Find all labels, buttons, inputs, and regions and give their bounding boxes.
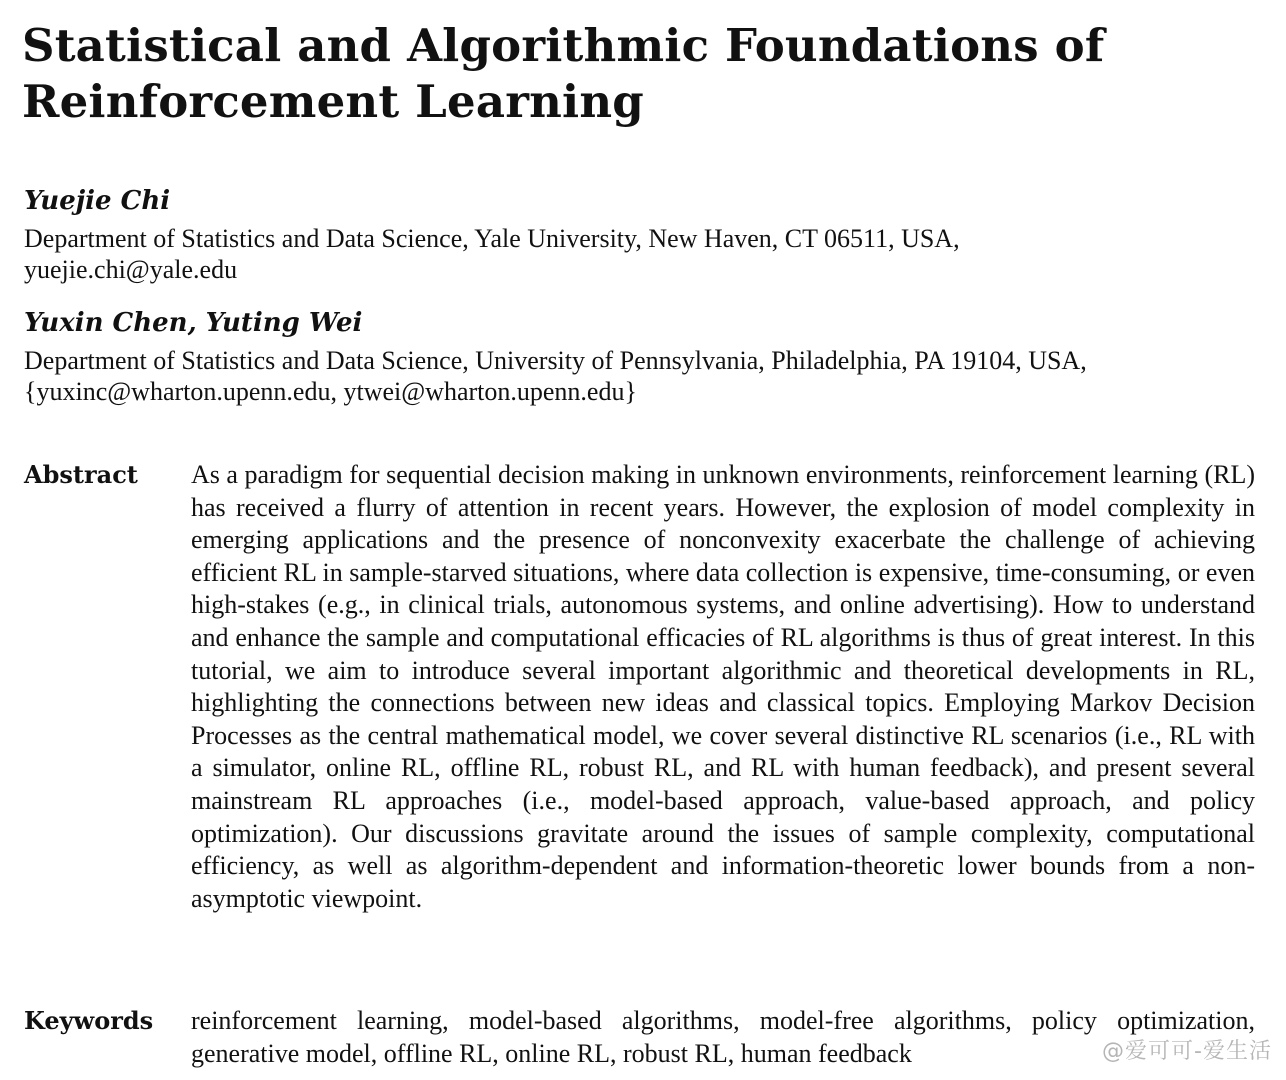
author-affiliation-2: Department of Statistics and Data Science, University of Pennsylvania, Philadelphia, PA 19104, USA, {yuxinc@wharton.upenn.edu, ytwei@wharton.upenn.edu} (24, 346, 1087, 406)
keywords-label: Keywords (24, 1006, 154, 1035)
keywords-text: reinforcement learning, model-based algorithms, model-free algorithms, policy optimization, generative model, offline RL, online RL, robust RL, human feedback (191, 1006, 1255, 1068)
abstract-label: Abstract (24, 460, 138, 489)
author-name-2: Yuxin Chen, Yuting Wei (24, 308, 363, 338)
watermark: @爱可可-爱生活 (1102, 1039, 1272, 1064)
author-name-1: Yuejie Chi (24, 186, 171, 216)
author-affiliation-1: Department of Statistics and Data Science, Yale University, New Haven, CT 06511, USA, yuejie.chi@yale.edu (24, 224, 960, 284)
paper-title: Statistical and Algorithmic Foundations of Reinforcement Learning (22, 19, 1105, 128)
abstract-text: As a paradigm for sequential decision making in unknown environments, reinforcement learning (RL) has received a flurry of attention in recent years. However, the explosion of model complexity in emerging applications and the presence of nonconvexity exacerbate the challenge of achieving efficient RL in sample-starved situations, where data collection is expensive, time-consuming, or even high-stakes (e.g., in clinical trials, autonomous systems, and online advertising). How to understand and enhance the sample and computational efficacies of RL algorithms is thus of great interest. In this tutorial, we aim to introduce several important algorithmic and theoretical developments in RL, highlighting the connections between new ideas and classical topics. Employing Markov Decision Processes as the central mathematical model, we cover several distinctive RL scenarios (i.e., RL with a simulator, online RL, offline RL, robust RL, and RL with human feedback), and present several mainstream RL approaches (i.e., model-based approach, value-based approach, and policy optimization). Our discussions gravitate around the issues of sample complexity, computational efficiency, as well as algorithm-dependent and information-theoretic lower bounds from a non-asymptotic viewpoint. (191, 460, 1255, 913)
